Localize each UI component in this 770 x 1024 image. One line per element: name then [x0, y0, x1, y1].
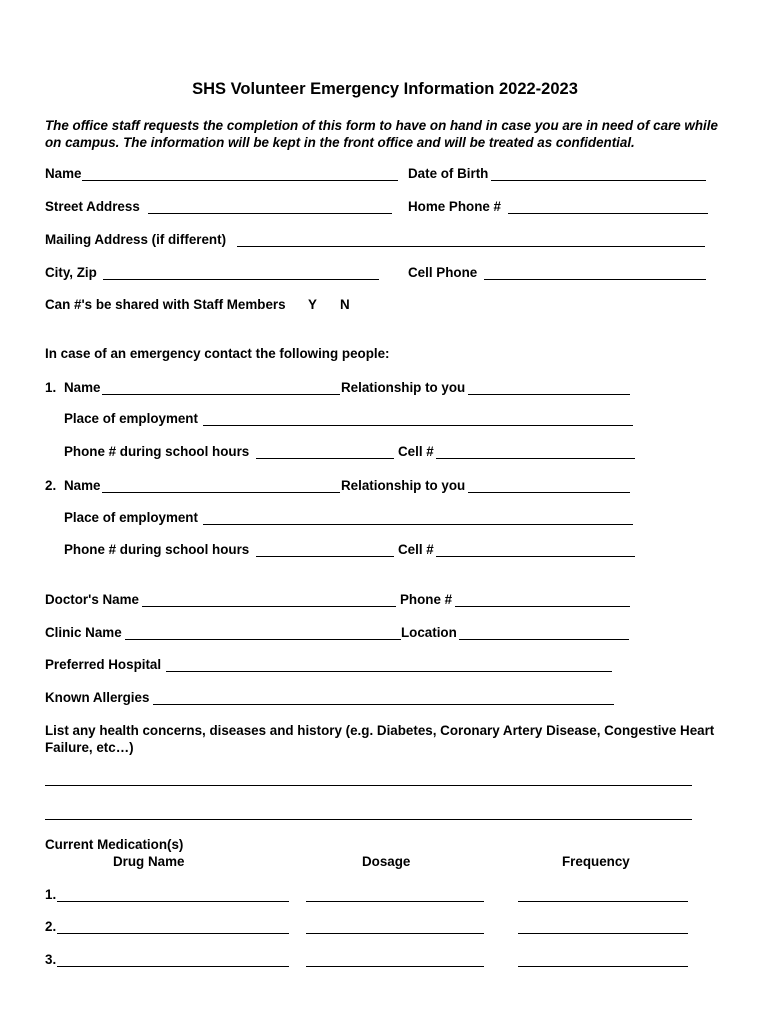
- contact-employment-label: Place of employment: [64, 510, 198, 525]
- street-label: Street Address: [45, 199, 140, 214]
- name-field[interactable]: [82, 166, 398, 181]
- hospital-label: Preferred Hospital: [45, 657, 162, 672]
- dob-field[interactable]: [491, 166, 706, 181]
- contact-phone-label: Phone # during school hours: [64, 444, 250, 459]
- mailing-field[interactable]: [237, 232, 705, 247]
- health-history-line-1[interactable]: [45, 771, 692, 786]
- name-label: Name: [45, 166, 82, 181]
- clinic-field[interactable]: [125, 625, 401, 640]
- contact-1-name-field[interactable]: [102, 380, 340, 395]
- contact-1-phone-field[interactable]: [256, 444, 394, 459]
- contact-phone-label: Phone # during school hours: [64, 542, 250, 557]
- medication-3-dosage-field[interactable]: [306, 952, 484, 967]
- health-history-line-2[interactable]: [45, 805, 692, 820]
- contact-2-relationship-field[interactable]: [468, 478, 630, 493]
- cell-field[interactable]: [484, 265, 706, 280]
- contact-relationship-label: Relationship to you: [341, 478, 466, 493]
- street-field[interactable]: [148, 199, 392, 214]
- contact-number: 2.: [45, 478, 57, 493]
- contact-employment-label: Place of employment: [64, 411, 198, 426]
- doctor-phone-label: Phone #: [400, 592, 453, 607]
- mailing-label: Mailing Address (if different): [45, 232, 227, 247]
- city-zip-label: City, Zip: [45, 265, 97, 280]
- medication-row-number: 2.: [45, 919, 57, 934]
- medication-2-frequency-field[interactable]: [518, 919, 688, 934]
- medication-3-drug-field[interactable]: [57, 952, 289, 967]
- medications-heading: Current Medication(s): [45, 837, 184, 852]
- medication-row-number: 1.: [45, 887, 57, 902]
- share-label: Can #'s be shared with Staff Members: [45, 297, 286, 312]
- share-no-option[interactable]: N: [340, 297, 350, 312]
- allergies-label: Known Allergies: [45, 690, 150, 705]
- cell-label: Cell Phone: [408, 265, 478, 280]
- doctor-phone-field[interactable]: [455, 592, 630, 607]
- contact-1-employment-field[interactable]: [203, 411, 633, 426]
- medication-1-frequency-field[interactable]: [518, 887, 688, 902]
- medication-2-dosage-field[interactable]: [306, 919, 484, 934]
- home-phone-label: Home Phone #: [408, 199, 502, 214]
- column-frequency: Frequency: [562, 854, 630, 869]
- contact-name-label: Name: [64, 478, 101, 493]
- medication-row-number: 3.: [45, 952, 57, 967]
- contact-2-name-field[interactable]: [102, 478, 340, 493]
- page-title: SHS Volunteer Emergency Information 2022-2023: [192, 80, 578, 98]
- contact-name-label: Name: [64, 380, 101, 395]
- location-field[interactable]: [459, 625, 629, 640]
- share-yes-option[interactable]: Y: [308, 297, 317, 312]
- contact-1-relationship-field[interactable]: [468, 380, 630, 395]
- contact-1-cell-field[interactable]: [436, 444, 635, 459]
- home-phone-field[interactable]: [508, 199, 708, 214]
- medication-2-drug-field[interactable]: [57, 919, 289, 934]
- hospital-field[interactable]: [166, 657, 612, 672]
- contact-2-employment-field[interactable]: [203, 510, 633, 525]
- city-zip-field[interactable]: [103, 265, 379, 280]
- allergies-field[interactable]: [153, 690, 614, 705]
- contact-cell-label: Cell #: [398, 444, 434, 459]
- column-dosage: Dosage: [362, 854, 411, 869]
- emergency-heading: In case of an emergency contact the following people:: [45, 346, 390, 361]
- doctor-field[interactable]: [142, 592, 396, 607]
- intro-text: The office staff requests the completion of this form to have on hand in case you are in need of care while on campus. The information will be kept in the front office and will be treated as confidential.: [45, 118, 718, 150]
- contact-2-cell-field[interactable]: [436, 542, 635, 557]
- medication-1-dosage-field[interactable]: [306, 887, 484, 902]
- dob-label: Date of Birth: [408, 166, 489, 181]
- clinic-label: Clinic Name: [45, 625, 122, 640]
- medication-3-frequency-field[interactable]: [518, 952, 688, 967]
- contact-2-phone-field[interactable]: [256, 542, 394, 557]
- contact-number: 1.: [45, 380, 57, 395]
- health-prompt: List any health concerns, diseases and history (e.g. Diabetes, Coronary Artery Disease, Congestive Heart Failure, etc…): [45, 723, 715, 755]
- doctor-label: Doctor's Name: [45, 592, 139, 607]
- column-drug-name: Drug Name: [113, 854, 185, 869]
- location-label: Location: [401, 625, 457, 640]
- contact-cell-label: Cell #: [398, 542, 434, 557]
- contact-relationship-label: Relationship to you: [341, 380, 466, 395]
- medication-1-drug-field[interactable]: [57, 887, 289, 902]
